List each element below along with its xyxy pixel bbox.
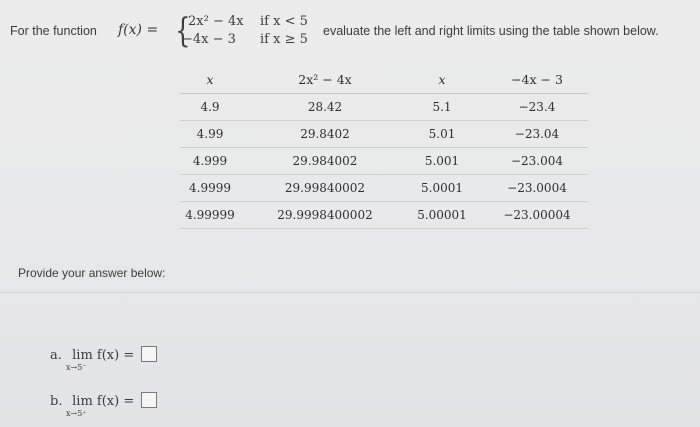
answer-b-input[interactable] (141, 392, 157, 408)
table-row (180, 202, 588, 229)
table-cell: 4.99999 (185, 208, 235, 222)
question-suffix: evaluate the left and right limits using the table shown below. (323, 24, 659, 38)
question-prefix: For the function (10, 24, 97, 38)
table-row (180, 148, 588, 175)
table-cell: 5.00001 (417, 208, 467, 222)
table-cell: −23.0004 (507, 181, 567, 195)
table-row (180, 94, 588, 121)
answer-a-expression: lim f(x) = (72, 348, 135, 363)
table-cell: 5.001 (424, 154, 460, 168)
table-cell: 4.99 (196, 127, 224, 141)
question-text (10, 11, 690, 54)
table-cell: −23.04 (514, 127, 560, 141)
table-cell: −23.00004 (503, 208, 571, 222)
table-row (180, 175, 588, 202)
table-cell: 29.984002 (292, 154, 358, 168)
header-right-expression: −4x − 3 (511, 72, 563, 87)
answer-b-row (50, 392, 157, 418)
case2-condition: if x ≥ 5 (260, 32, 308, 47)
limit-table (180, 67, 588, 229)
answer-b-expression: lim f(x) = (72, 394, 135, 409)
table-cell: −23.4 (518, 100, 556, 114)
table-cell: 5.0001 (421, 181, 463, 195)
table-cell: 5.1 (432, 100, 452, 114)
case2-expression: −4x − 3 (182, 32, 236, 47)
table-header-row (180, 67, 588, 94)
case1-expression: 2x² − 4x (188, 14, 244, 29)
answer-a-letter: a. (50, 348, 62, 363)
table-cell: 29.99840002 (284, 181, 366, 195)
table-cell: 5.01 (428, 127, 456, 141)
table-cell: 4.9 (200, 100, 220, 114)
answer-a-row (50, 346, 157, 372)
answer-prompt: Provide your answer below: (18, 266, 166, 280)
table-cell: 4.9999 (189, 181, 231, 195)
answer-b-letter: b. (50, 394, 63, 409)
table-cell: 28.42 (307, 100, 343, 114)
table-cell: 29.8402 (300, 127, 350, 141)
answer-b-limit-subscript: x→5⁺ (66, 409, 87, 418)
table-row (180, 121, 588, 148)
header-x-right: x (438, 72, 446, 87)
function-label: f(x) = (118, 22, 159, 38)
answer-a-limit-subscript: x→5⁻ (66, 363, 87, 372)
case1-condition: if x < 5 (260, 14, 308, 29)
piecewise-brace: { (175, 11, 191, 51)
header-left-expression: 2x² − 4x (298, 72, 352, 87)
header-x-left: x (206, 72, 214, 87)
table-cell: −23.004 (510, 154, 564, 168)
table-cell: 4.999 (192, 154, 228, 168)
section-divider (0, 292, 700, 293)
answer-a-input[interactable] (141, 346, 157, 362)
table-cell: 29.9998400002 (277, 208, 373, 222)
